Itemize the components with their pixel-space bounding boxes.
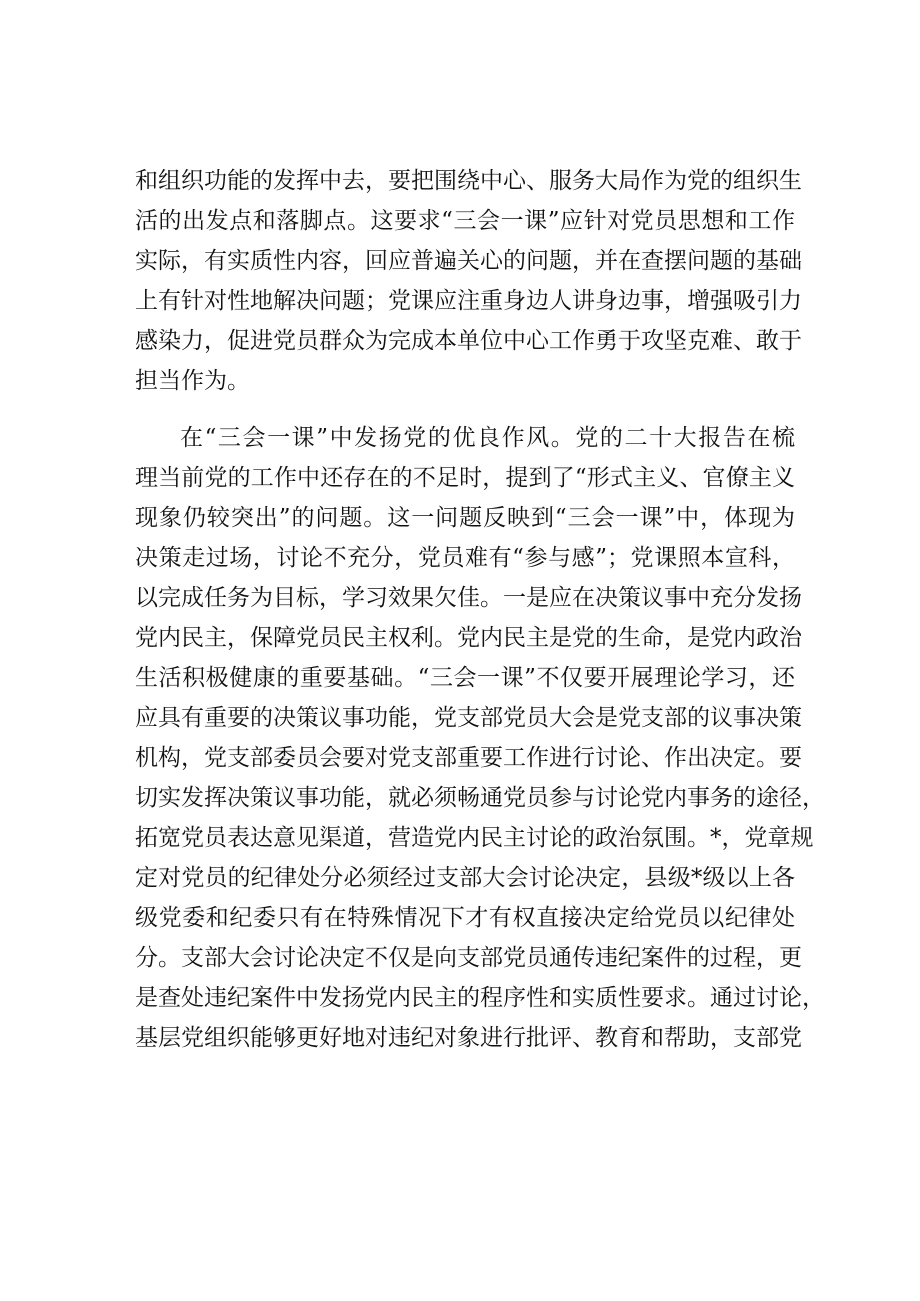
- p2-line-7: 生活积极健康的重要基础。“三会一课”不仅要开展理论学习，还: [135, 665, 795, 691]
- p2-line-1: 在“三会一课”中发扬党的优良作风。党的二十大报告在梳: [180, 425, 795, 451]
- p1-line-3: 实际，有实质性内容，回应普遍关心的问题，并在查摆问题的基础: [135, 248, 802, 274]
- p1-line-2: 活的出发点和落脚点。这要求“三会一课”应针对党员思想和工作: [135, 208, 795, 234]
- p2-line-8: 应具有重要的决策议事功能，党支部党员大会是党支部的议事决策: [135, 705, 802, 731]
- p2-line-12: 定对党员的纪律处分必须经过支部大会讨论决定，县级*级以上各: [135, 865, 795, 891]
- p2-line-14: 分。支部大会讨论决定不仅是向支部党员通传违纪案件的过程，更: [135, 945, 802, 971]
- p2-line-10: 切实发挥决策议事功能，就必须畅通党员参与讨论党内事务的途径，: [135, 785, 825, 811]
- p2-line-4: 决策走过场，讨论不充分，党员难有“参与感”；党课照本宣科，: [135, 545, 795, 571]
- p1-line-5: 感染力，促进党员群众为完成本单位中心工作勇于攻坚克难、敢于: [135, 328, 802, 354]
- p1-line-1: 和组织功能的发挥中去，要把围绕中心、服务大局作为党的组织生: [135, 168, 802, 194]
- p2-line-15: 是查处违纪案件中发扬党内民主的程序性和实质性要求。通过讨论，: [135, 985, 825, 1011]
- p2-line-13: 级党委和纪委只有在特殊情况下才有权直接决定给党员以纪律处: [135, 905, 795, 931]
- p2-line-6: 党内民主，保障党员民主权利。党内民主是党的生命，是党内政治: [135, 625, 802, 651]
- p1-line-6: 担当作为。: [135, 368, 250, 394]
- p2-line-16: 基层党组织能够更好地对违纪对象进行批评、教育和帮助，支部党: [135, 1025, 802, 1051]
- p2-line-5: 以完成任务为目标，学习效果欠佳。一是应在决策议事中充分发扬: [135, 585, 802, 611]
- p1-line-4: 上有针对性地解决问题；党课应注重身边人讲身边事，增强吸引力: [135, 288, 802, 314]
- p2-line-3: 现象仍较突出”的问题。这一问题反映到“三会一课”中，体现为: [135, 505, 795, 531]
- p2-line-2: 理当前党的工作中还存在的不足时，提到了“形式主义、官僚主义: [135, 465, 795, 491]
- p2-line-9: 机构，党支部委员会要对党支部重要工作进行讨论、作出决定。要: [135, 745, 802, 771]
- p2-line-11: 拓宽党员表达意见渠道，营造党内民主讨论的政治氛围。*，党章规: [135, 825, 814, 851]
